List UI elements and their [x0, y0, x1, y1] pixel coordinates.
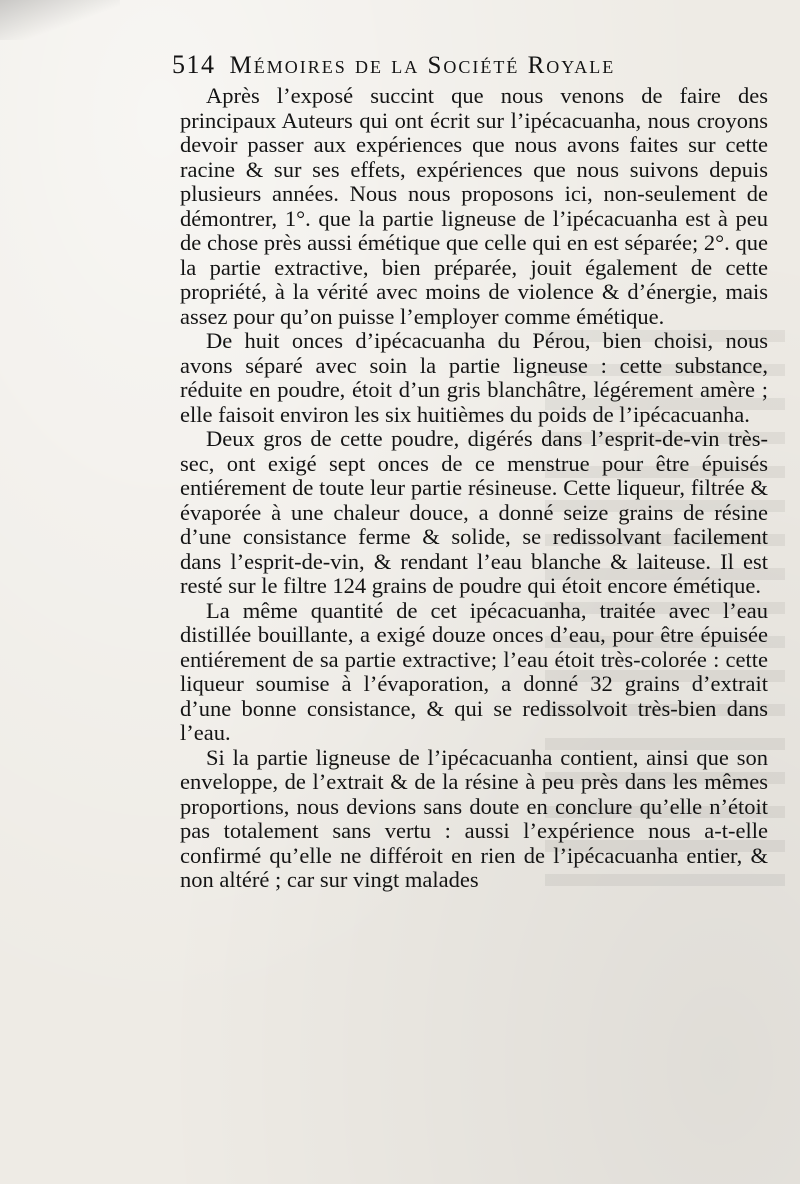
- paragraph: Deux gros de cette poudre, digérés dans l’esprit-de-vin très-sec, ont exigé sept onces de ce menstrue pour être épuisés entiérement de toute leur partie résineuse. Cette liqueur, filtrée & évaporée à une chaleur douce, a donné seize grains de résine d’une consistance ferme & solide, se redissolvant facilement dans l’esprit-de-vin, & rendant l’eau blanche & laiteuse. Il est resté sur le filtre 124 grains de poudre qui étoit encore émétique.: [180, 426, 768, 598]
- paragraph: La même quantité de cet ipécacuanha, traitée avec l’eau distillée bouillante, a exigé douze onces d’eau, pour être épuisée entiérement de sa partie extractive; l’eau étoit très-colorée : cette liqueur soumise à l’évaporation, a donné 32 grains d’extrait d’une bonne consistance, & qui se redissolvoit très-bien dans l’eau.: [180, 597, 768, 745]
- body-text: [180, 84, 768, 893]
- running-title: Mémoires de la Société Royale: [229, 52, 616, 79]
- page-number: 514: [172, 50, 216, 79]
- paragraph: Après l’exposé succint que nous venons de faire des principaux Auteurs qui ont écrit sur l’ipécacuanha, nous croyons devoir passer aux expériences que nous avons faites sur cette racine & sur ses effets, expériences que nous suivons depuis plusieurs années. Nous nous proposons ici, non-seulement de démontrer, 1°. que la partie ligneuse de l’ipécacuanha est à peu de chose près aussi émétique que celle qui en est séparée; 2°. que la partie extractive, bien préparée, jouit également de cette propriété, à la vérité avec moins de violence & d’énergie, mais assez pour qu’on puisse l’employer comme émétique.: [180, 83, 768, 329]
- paragraph: Si la partie ligneuse de l’ipécacuanha contient, ainsi que son enveloppe, de l’extrait & de la résine à peu près dans les mêmes proportions, nous devions sans doute en conclure qu’elle n’étoit pas totalement sans vertu : aussi l’expérience nous a-t-elle confirmé qu’elle ne différoit en rien de l’ipécacuanha entier, & non altéré ; car sur vingt malades: [180, 744, 768, 892]
- page-corner-shadow: [0, 0, 120, 40]
- paragraph: De huit onces d’ipécacuanha du Pérou, bien choisi, nous avons séparé avec soin la partie ligneuse : cette substance, réduite en poudre, étoit d’un gris blanchâtre, légérement amère ; elle faisoit environ les six huitièmes du poids de l’ipécacuanha.: [180, 328, 768, 427]
